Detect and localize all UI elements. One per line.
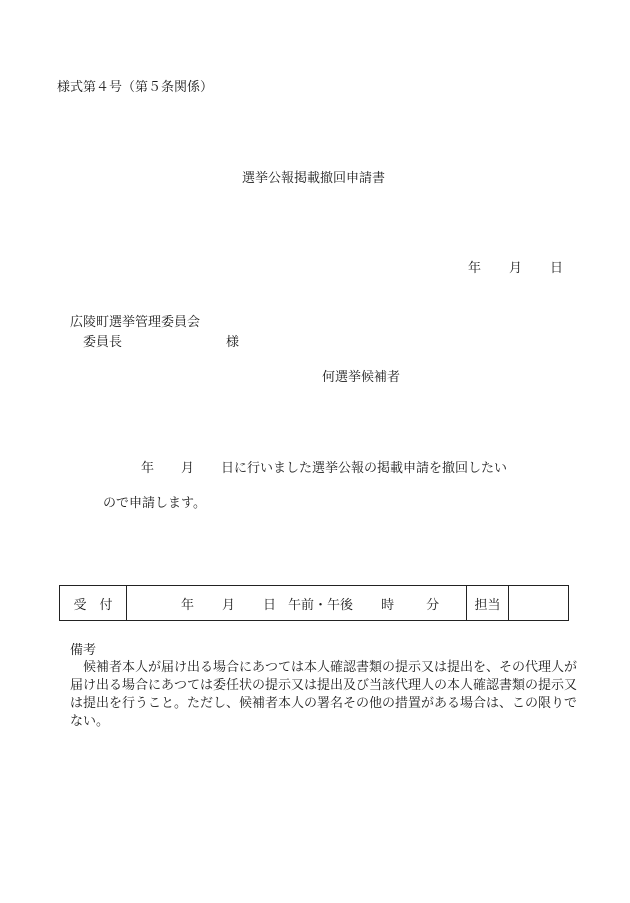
applicant-label: 何選挙候補者 (322, 370, 401, 385)
body-month-label: 月 (181, 461, 195, 476)
receipt-month-label: 月 (222, 597, 236, 613)
addressee-committee: 広陵町選挙管理委員会 (70, 315, 201, 330)
addressee-honorific: 様 (226, 335, 240, 350)
body-line-1 (141, 462, 507, 475)
receipt-hour-label: 時 (381, 597, 395, 613)
person-in-charge-field[interactable] (509, 586, 568, 620)
receipt-am-pm-label: 午前・午後 (288, 597, 354, 613)
receipt-year-label: 年 (181, 597, 195, 613)
receipt-table (59, 585, 569, 621)
received-datetime-field[interactable] (127, 586, 467, 620)
document-title: 選挙公報掲載撤回申請書 (242, 171, 386, 186)
body-line-2: ので申請します。 (103, 496, 206, 511)
notes-heading: 備考 (70, 643, 97, 658)
addressee-chairman: 委員長 (83, 335, 123, 350)
date-month-label: 月 (509, 261, 523, 276)
receipt-minute-label: 分 (426, 597, 440, 613)
body-year-label: 年 (141, 461, 155, 476)
receipt-day-label: 日 (263, 597, 277, 613)
application-date (468, 262, 563, 275)
date-day-label: 日 (550, 261, 564, 276)
received-label: 受 付 (60, 586, 127, 620)
notes-text: 候補者本人が届け出る場合にあつては本人確認書類の提示又は提出を、その代理人が届け出る場合にあつては委任状の提示又は提出及び当該代理人の本人確認書類の提示又は提出を行うこと。ただし、候補者本人の署名その他の措置がある場合は、この限りでない。 (70, 660, 578, 729)
body-text-rest: 日に行いました選挙公報の掲載申請を撤回したい (221, 461, 508, 476)
form-number: 様式第４号（第５条関係） (57, 80, 214, 95)
person-in-charge-label: 担当 (467, 586, 509, 620)
date-year-label: 年 (468, 261, 482, 276)
